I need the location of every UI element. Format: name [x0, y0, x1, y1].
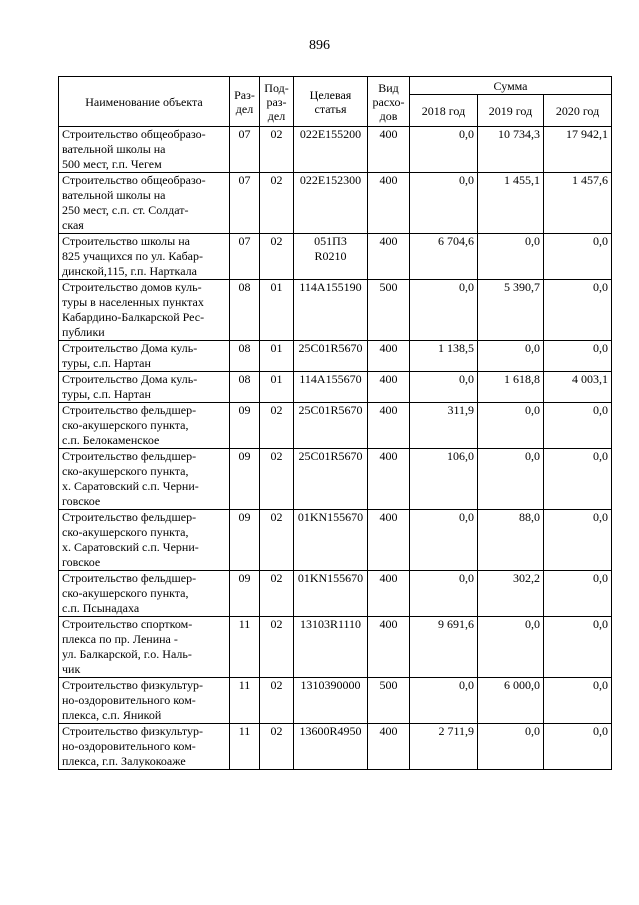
section-cell: 07: [230, 127, 260, 173]
section-cell: 07: [230, 173, 260, 234]
amount-2020-cell: 0,0: [544, 678, 612, 724]
table-row: [59, 449, 612, 510]
object-name-cell: Строительство физкультур- но-оздоровительного ком- плекса, с.п. Яникой: [59, 678, 230, 724]
header-expense-type: Вид расхо- дов: [368, 77, 410, 127]
expense-type-cell: 400: [368, 403, 410, 449]
target-article-cell: 25C01R5670: [294, 341, 368, 372]
subsection-cell: 02: [260, 571, 294, 617]
amount-2018-cell: 9 691,6: [410, 617, 478, 678]
amount-2019-cell: 302,2: [478, 571, 544, 617]
target-article-cell: 25C01R5670: [294, 403, 368, 449]
amount-2018-cell: 311,9: [410, 403, 478, 449]
amount-2018-cell: 6 704,6: [410, 234, 478, 280]
amount-2018-cell: 0,0: [410, 127, 478, 173]
expense-type-cell: 400: [368, 341, 410, 372]
amount-2019-cell: 0,0: [478, 617, 544, 678]
amount-2018-cell: 0,0: [410, 678, 478, 724]
amount-2018-cell: 106,0: [410, 449, 478, 510]
table-row: [59, 571, 612, 617]
amount-2018-cell: 0,0: [410, 571, 478, 617]
header-target: Целевая статья: [294, 77, 368, 127]
expense-type-cell: 400: [368, 617, 410, 678]
subsection-cell: 02: [260, 617, 294, 678]
section-cell: 09: [230, 449, 260, 510]
amount-2020-cell: 0,0: [544, 510, 612, 571]
subsection-cell: 02: [260, 173, 294, 234]
expense-type-cell: 500: [368, 280, 410, 341]
object-name-cell: Строительство фельдшер- ско-акушерского пункта, с.п. Псынадаха: [59, 571, 230, 617]
table-row: [59, 617, 612, 678]
amount-2020-cell: 17 942,1: [544, 127, 612, 173]
target-article-cell: 022E155200: [294, 127, 368, 173]
subsection-cell: 01: [260, 372, 294, 403]
section-cell: 07: [230, 234, 260, 280]
target-article-cell: 051П3 R0210: [294, 234, 368, 280]
amount-2019-cell: 0,0: [478, 341, 544, 372]
table-row: [59, 127, 612, 173]
expense-type-cell: 400: [368, 372, 410, 403]
table-row: [59, 234, 612, 280]
amount-2018-cell: 1 138,5: [410, 341, 478, 372]
subsection-cell: 02: [260, 403, 294, 449]
target-article-cell: 022E152300: [294, 173, 368, 234]
header-name: Наименование объекта: [59, 77, 230, 127]
table-row: [59, 173, 612, 234]
expense-type-cell: 400: [368, 449, 410, 510]
object-name-cell: Строительство общеобразо- вательной школы на 500 мест, г.п. Чегем: [59, 127, 230, 173]
subsection-cell: 02: [260, 510, 294, 571]
amount-2019-cell: 6 000,0: [478, 678, 544, 724]
table-row: [59, 724, 612, 770]
amount-2018-cell: 0,0: [410, 510, 478, 571]
table-body: [59, 127, 612, 770]
section-cell: 08: [230, 280, 260, 341]
subsection-cell: 02: [260, 449, 294, 510]
expense-type-cell: 400: [368, 127, 410, 173]
object-name-cell: Строительство фельдшер- ско-акушерского пункта, х. Саратовский с.п. Черни- говское: [59, 510, 230, 571]
expense-type-cell: 400: [368, 724, 410, 770]
amount-2020-cell: 0,0: [544, 341, 612, 372]
header-year-2018: 2018 год: [410, 95, 478, 127]
budget-table: [58, 76, 612, 770]
amount-2020-cell: 0,0: [544, 449, 612, 510]
subsection-cell: 02: [260, 234, 294, 280]
amount-2018-cell: 0,0: [410, 173, 478, 234]
header-year-2020: 2020 год: [544, 95, 612, 127]
target-article-cell: 13600R4950: [294, 724, 368, 770]
object-name-cell: Строительство домов куль- туры в населенных пунктах Кабардино-Балкарской Рес- публики: [59, 280, 230, 341]
expense-type-cell: 400: [368, 571, 410, 617]
section-cell: 08: [230, 372, 260, 403]
table-row: [59, 403, 612, 449]
amount-2019-cell: 88,0: [478, 510, 544, 571]
amount-2020-cell: 0,0: [544, 571, 612, 617]
subsection-cell: 01: [260, 341, 294, 372]
amount-2019-cell: 0,0: [478, 449, 544, 510]
table-row: [59, 341, 612, 372]
object-name-cell: Строительство Дома куль- туры, с.п. Нартан: [59, 341, 230, 372]
section-cell: 08: [230, 341, 260, 372]
expense-type-cell: 400: [368, 234, 410, 280]
header-sum: Сумма: [410, 77, 612, 95]
amount-2020-cell: 0,0: [544, 617, 612, 678]
table-row: [59, 678, 612, 724]
amount-2019-cell: 1 618,8: [478, 372, 544, 403]
amount-2020-cell: 0,0: [544, 403, 612, 449]
object-name-cell: Строительство фельдшер- ско-акушерского пункта, х. Саратовский с.п. Черни- говское: [59, 449, 230, 510]
section-cell: 09: [230, 403, 260, 449]
table-row: [59, 510, 612, 571]
target-article-cell: 01KN155670: [294, 510, 368, 571]
amount-2019-cell: 1 455,1: [478, 173, 544, 234]
subsection-cell: 02: [260, 724, 294, 770]
amount-2020-cell: 4 003,1: [544, 372, 612, 403]
object-name-cell: Строительство общеобразо- вательной школы на 250 мест, с.п. ст. Солдат- ская: [59, 173, 230, 234]
expense-type-cell: 400: [368, 173, 410, 234]
amount-2019-cell: 0,0: [478, 234, 544, 280]
target-article-cell: 25C01R5670: [294, 449, 368, 510]
amount-2019-cell: 10 734,3: [478, 127, 544, 173]
header-section: Раз- дел: [230, 77, 260, 127]
amount-2019-cell: 0,0: [478, 724, 544, 770]
object-name-cell: Строительство физкультур- но-оздоровительного ком- плекса, г.п. Залукокоаже: [59, 724, 230, 770]
subsection-cell: 02: [260, 678, 294, 724]
subsection-cell: 01: [260, 280, 294, 341]
object-name-cell: Строительство фельдшер- ско-акушерского пункта, с.п. Белокаменское: [59, 403, 230, 449]
amount-2020-cell: 0,0: [544, 234, 612, 280]
amount-2018-cell: 0,0: [410, 372, 478, 403]
amount-2019-cell: 5 390,7: [478, 280, 544, 341]
page-number: 896: [309, 38, 330, 53]
section-cell: 09: [230, 510, 260, 571]
expense-type-cell: 400: [368, 510, 410, 571]
table-row: [59, 280, 612, 341]
object-name-cell: Строительство спортком- плекса по пр. Ленина - ул. Балкарской, г.о. Наль- чик: [59, 617, 230, 678]
table-row: [59, 372, 612, 403]
target-article-cell: 01KN155670: [294, 571, 368, 617]
target-article-cell: 114A155670: [294, 372, 368, 403]
object-name-cell: Строительство Дома куль- туры, с.п. Нартан: [59, 372, 230, 403]
subsection-cell: 02: [260, 127, 294, 173]
section-cell: 11: [230, 617, 260, 678]
header-year-2019: 2019 год: [478, 95, 544, 127]
amount-2018-cell: 2 711,9: [410, 724, 478, 770]
header-subsection: Под- раз- дел: [260, 77, 294, 127]
target-article-cell: 114A155190: [294, 280, 368, 341]
amount-2018-cell: 0,0: [410, 280, 478, 341]
expense-type-cell: 500: [368, 678, 410, 724]
amount-2020-cell: 1 457,6: [544, 173, 612, 234]
amount-2019-cell: 0,0: [478, 403, 544, 449]
amount-2020-cell: 0,0: [544, 280, 612, 341]
target-article-cell: 1310390000: [294, 678, 368, 724]
section-cell: 11: [230, 724, 260, 770]
amount-2020-cell: 0,0: [544, 724, 612, 770]
section-cell: 09: [230, 571, 260, 617]
object-name-cell: Строительство школы на 825 учащихся по ул. Кабар- динской,115, г.п. Нарткала: [59, 234, 230, 280]
target-article-cell: 13103R1110: [294, 617, 368, 678]
section-cell: 11: [230, 678, 260, 724]
